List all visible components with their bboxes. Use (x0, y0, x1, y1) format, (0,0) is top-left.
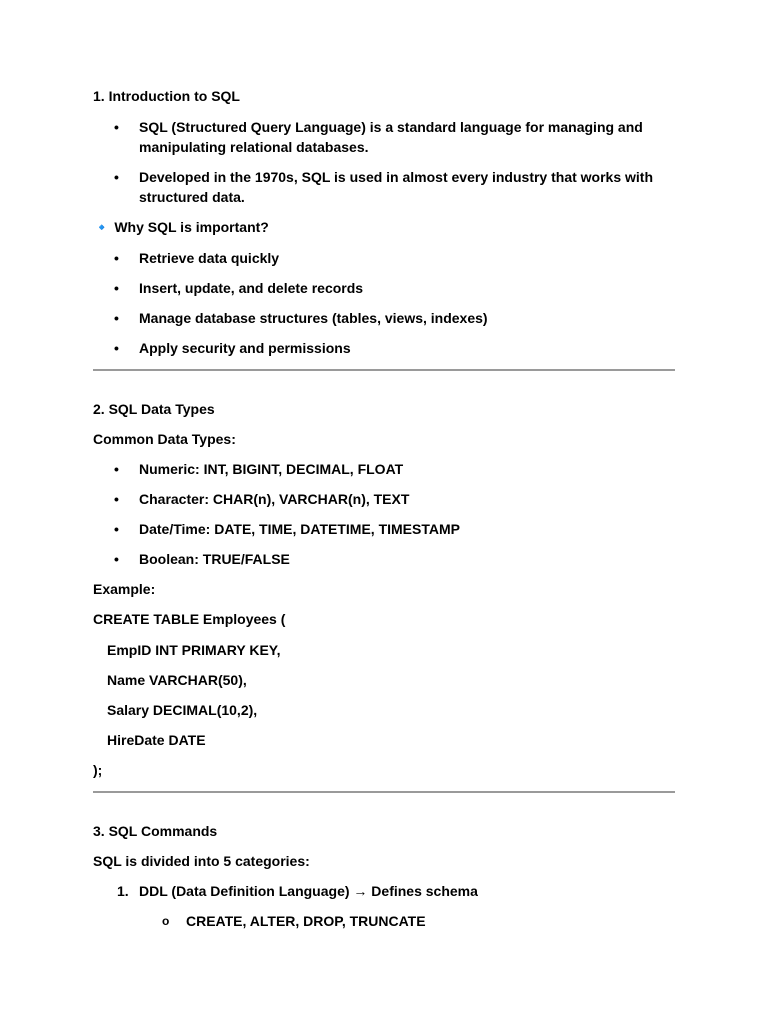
bullet-marker: • (114, 551, 119, 567)
list-item: Character: CHAR(n), VARCHAR(n), TEXT (139, 491, 410, 507)
bullet-marker: • (114, 119, 119, 135)
subheading: 🔹 Why SQL is important? (93, 219, 269, 235)
code-line: CREATE TABLE Employees ( (93, 611, 286, 627)
section-title: 1. Introduction to SQL (93, 88, 240, 104)
list-number: 1. (117, 883, 129, 899)
code-line: Salary DECIMAL(10,2), (107, 702, 258, 718)
list-item: Date/Time: DATE, TIME, DATETIME, TIMESTAMP (139, 521, 460, 537)
bullet-marker: • (114, 169, 119, 185)
subheading: Common Data Types: (93, 431, 236, 447)
code-line: HireDate DATE (107, 732, 206, 748)
list-subitem: CREATE, ALTER, DROP, TRUNCATE (186, 913, 426, 929)
code-line: EmpID INT PRIMARY KEY, (107, 642, 281, 658)
list-item-line: structured data. (139, 189, 245, 205)
code-line: Name VARCHAR(50), (107, 672, 247, 688)
bullet-marker: • (114, 310, 119, 326)
bullet-marker: • (114, 491, 119, 507)
code-line: ); (93, 762, 103, 778)
list-item: Insert, update, and delete records (139, 280, 364, 296)
list-item: Boolean: TRUE/FALSE (139, 551, 290, 567)
bullet-marker: • (114, 340, 119, 356)
list-item-line: Developed in the 1970s, SQL is used in almost every industry that works with (139, 169, 654, 185)
bullet-marker: • (114, 250, 119, 266)
list-item: Apply security and permissions (139, 340, 351, 356)
list-item-line: SQL (Structured Query Language) is a standard language for managing and (139, 119, 643, 135)
bullet-marker: • (114, 461, 119, 477)
list-item: DDL (Data Definition Language) → Defines schema (139, 883, 478, 899)
example-label: Example: (93, 581, 156, 597)
bullet-marker: • (114, 280, 119, 296)
sub-bullet-marker: o (162, 914, 170, 928)
horizontal-rule (93, 369, 675, 371)
bullet-marker: • (114, 521, 119, 537)
horizontal-rule (93, 791, 675, 793)
list-item: Retrieve data quickly (139, 250, 280, 266)
list-item: Manage database structures (tables, views, indexes) (139, 310, 488, 326)
section-title: 3. SQL Commands (93, 823, 218, 839)
list-item-line: manipulating relational databases. (139, 139, 369, 155)
section-title: 2. SQL Data Types (93, 401, 215, 417)
paragraph: SQL is divided into 5 categories: (93, 853, 310, 869)
list-item: Numeric: INT, BIGINT, DECIMAL, FLOAT (139, 461, 404, 477)
